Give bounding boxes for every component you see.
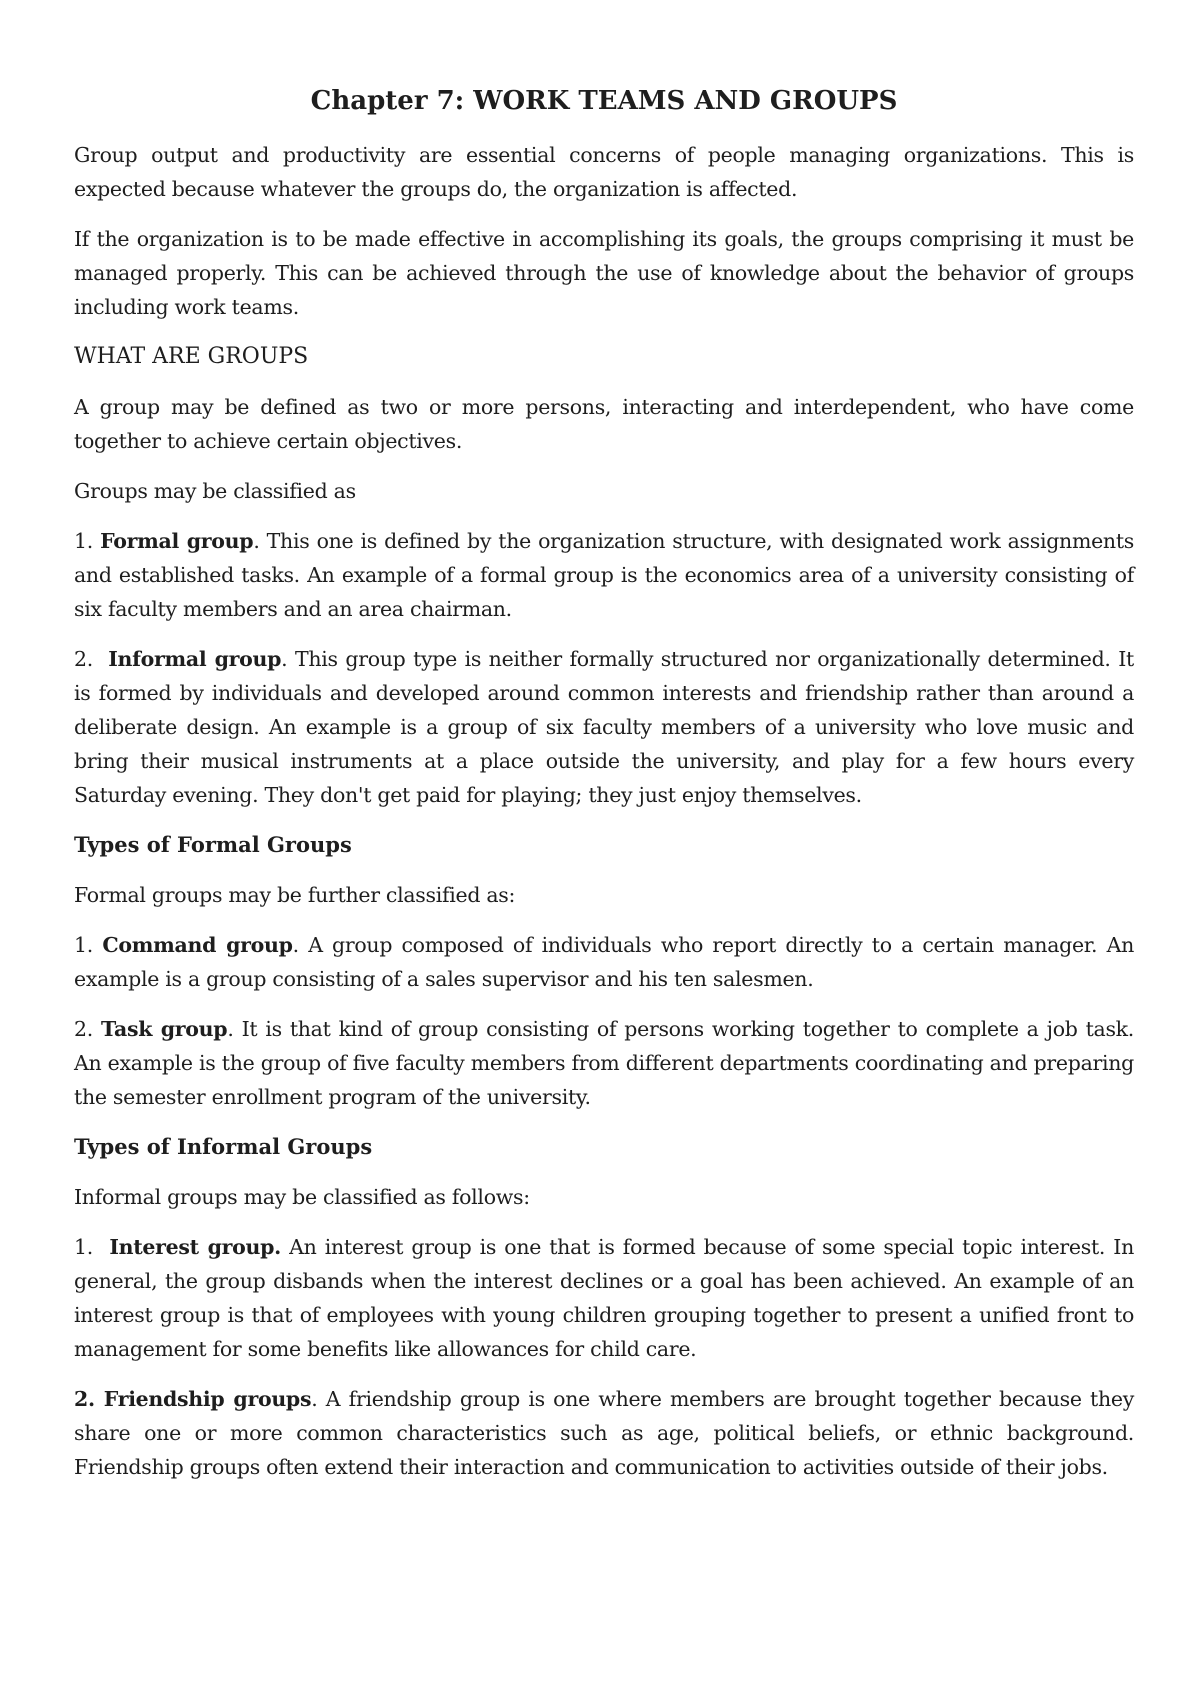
item-text: . A group composed of individuals who report directly to a certain manager. An example is a group consisting of a sales supervisor and his ten salesmen. [74, 933, 1135, 991]
item-term: Interest group. [109, 1235, 281, 1259]
formal-types-intro: Formal groups may be further classified as: [74, 883, 516, 907]
item-term: Informal group [108, 647, 282, 671]
item-number: 2. [74, 647, 93, 671]
list-item-interest-group [74, 1230, 1134, 1366]
groups-classified-intro: Groups may be classified as [74, 479, 356, 503]
item-text: . A friendship group is one where members are brought together because they share one or more common characteristics such as age, political beliefs, or ethnic background. Friendship groups often extend their interaction and communication to activities outside of their jobs. [74, 1387, 1135, 1479]
item-term: Command group [102, 933, 293, 957]
item-number: 1. [74, 933, 93, 957]
item-text: . It is that kind of group consisting of persons working together to complete a job task. An example is the group of five faculty members from different departments coordinating and preparing the semester enrollment program of the university. [74, 1017, 1134, 1109]
item-text: An interest group is one that is formed because of some special topic interest. In general, the group disbands when the interest declines or a goal has been achieved. An example of an interest group is that of employees with young children grouping together to present a unified front to management for some benefits like allowances for child care. [74, 1235, 1135, 1361]
section-heading-what-are-groups: WHAT ARE GROUPS [74, 344, 309, 369]
page-title: Chapter 7: WORK TEAMS AND GROUPS [310, 86, 898, 116]
list-item-command-group [74, 928, 1134, 996]
intro-paragraph-1: Group output and productivity are essential concerns of people managing organizations. This is expected because whatever the groups do, the organization is affected. [74, 143, 1134, 201]
list-item-formal-group [74, 524, 1134, 626]
item-number: 2. [74, 1387, 104, 1411]
item-text: . This group type is neither formally structured nor organizationally determined. It is formed by individuals and developed around common interests and friendship rather than around a deliberate design. An example is a group of six faculty members of a university who love music and bring their musical instruments at a place outside the university, and play for a few hours every Saturday evening. They don't get paid for playing; they just enjoy themselves. [74, 647, 1134, 807]
item-number: 1. [74, 529, 93, 553]
list-item-friendship-groups [74, 1382, 1134, 1484]
document-page [74, 84, 1134, 1500]
list-item-task-group [74, 1012, 1134, 1114]
item-text: . This one is defined by the organization structure, with designated work assignments and established tasks. An example of a formal group is the economics area of a university consisting of six faculty members and an area chairman. [74, 529, 1134, 621]
informal-types-intro: Informal groups may be classified as follows: [74, 1185, 530, 1209]
item-term: Friendship groups [103, 1387, 312, 1411]
intro-paragraph-2: If the organization is to be made effective in accomplishing its goals, the groups comprising it must be managed properly. This can be achieved through the use of knowledge about the behavior of groups including work teams. [74, 227, 1134, 319]
item-term: Formal group [100, 529, 254, 553]
item-term: Task group [101, 1017, 228, 1041]
section-heading-formal-types: Types of Formal Groups [74, 832, 352, 857]
section-heading-informal-types: Types of Informal Groups [74, 1134, 373, 1159]
item-number: 2. [74, 1017, 93, 1041]
group-definition: A group may be defined as two or more persons, interacting and interdependent, who have come together to achieve certain objectives. [74, 395, 1134, 453]
item-number: 1. [74, 1235, 93, 1259]
list-item-informal-group [74, 642, 1134, 812]
